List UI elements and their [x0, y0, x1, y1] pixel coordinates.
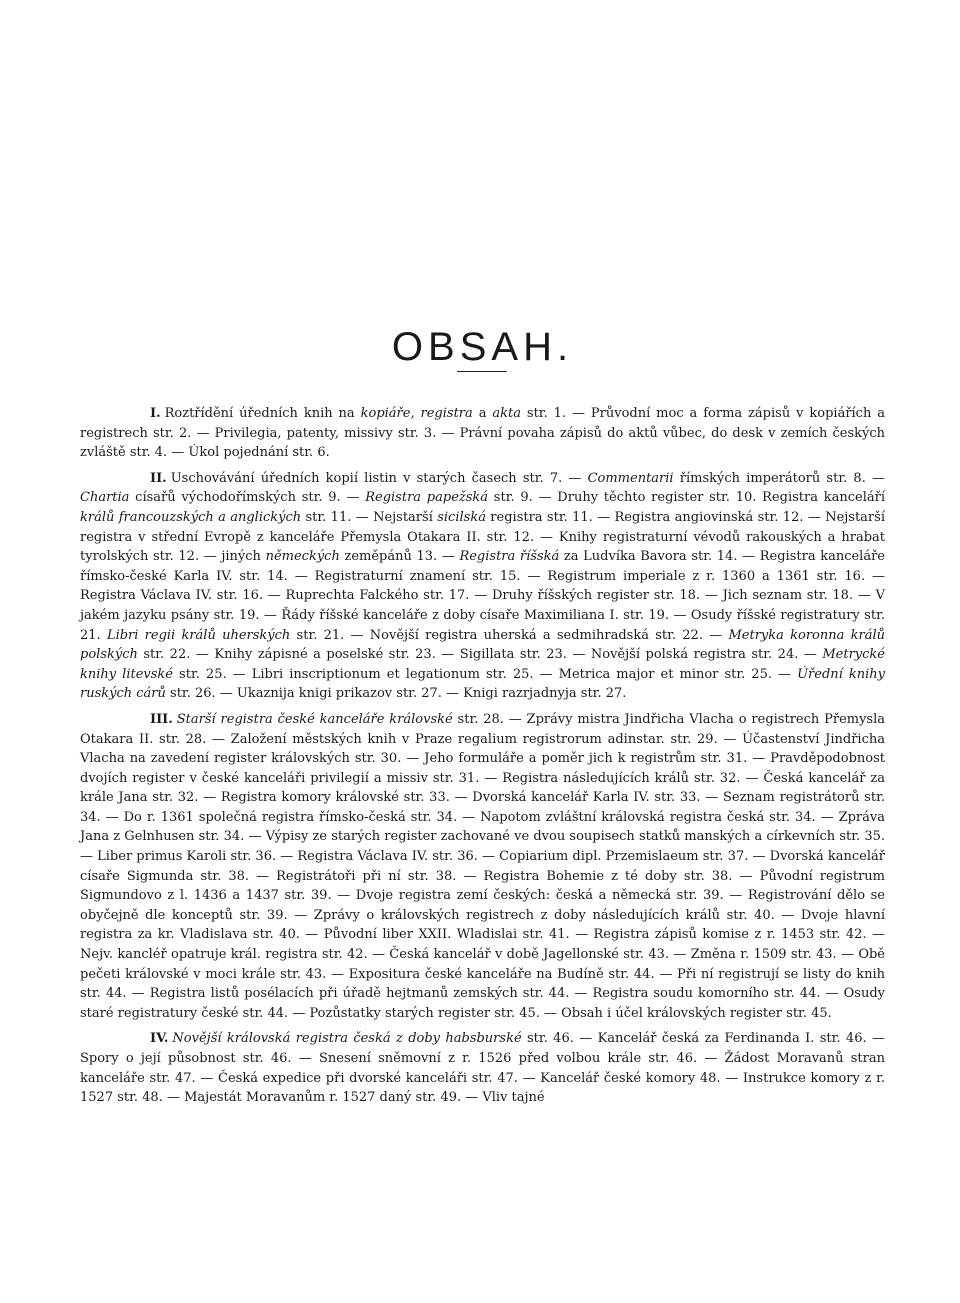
italic-term: Commentarii [587, 470, 674, 486]
italic-term: Metrycké knihy litevské [80, 647, 885, 682]
section-text: str. 11. — Nejstarší [301, 509, 438, 525]
toc-section [80, 404, 885, 463]
section-text: str. 25. — Libri inscriptionum et legationum str. 25. — Metrica major et minor str. 25. — [173, 666, 798, 682]
section-text: str. 1. — Průvodní moc a forma zápisů v kopiářích a registrech str. 2. — Privilegia, patenty, missivy str. 3. — Právní povaha zápisů do aktů vůbec, do desk v zemích českých zvláště str. 4. — Úkol pojednání str. 6. [80, 406, 886, 461]
italic-term: Novější královská registra česká z doby habsburské [172, 1031, 522, 1047]
toc-section [80, 469, 885, 704]
toc-section [80, 1029, 885, 1107]
italic-term: Libri regii králů uherských [106, 627, 291, 643]
italic-term: akta [492, 406, 521, 421]
italic-term: Metryka koronna králů polských [80, 627, 885, 663]
italic-term: sicilská [437, 509, 486, 525]
section-number: II. [150, 470, 167, 486]
section-text: Roztřídění úředních knih na [164, 406, 361, 421]
table-of-contents [80, 404, 885, 1114]
section-text: císařů východořímských str. 9. — [129, 490, 366, 506]
section-text: za Ludvíka Bavora str. 14. — Registra kanceláře římsko-české Karla IV. str. 14. — Registraturní znamení str. 15. — Registrum imperiale z r. 1360 a 1361 str. 16. — Registra Václava IV. str. 16. — Ruprechta Falckého str. 17. — Druhy říšských register str. 18. — Jich seznam str. 18. — V jakém jazyku psány str. 19. — Řády říšské kanceláře z doby císaře Maximiliana I. str. 19. — Osudy říšské registratury str. 21. [80, 549, 885, 643]
italic-term: Starší registra české kanceláře královské [176, 711, 453, 727]
section-text: registra str. 11. — Registra angiovinská str. 12. — Nejstarší registra v střední Evropě z kanceláře Přemysla Otakara II. str. 12. — Knihy registraturní vévodů rakouských a hrabat tyrolských str. 12. — jiných [80, 509, 885, 565]
section-text: římských imperátorů str. 8. — [673, 470, 885, 486]
italic-term: Registra papežská [365, 490, 489, 506]
section-text: Uschovávání úředních kopií listin v starých časech str. 7. — [170, 470, 588, 486]
section-text: str. 9. — Druhy těchto register str. 10. Registra kanceláří [488, 490, 885, 506]
italic-term: kopiáře, registra [360, 406, 473, 421]
italic-term: německých [265, 549, 340, 565]
section-text: str. 22. — Knihy zápisné a poselské str. 23. — Sigillata str. 23. — Novější polská registra str. 24. — [137, 647, 823, 663]
italic-term: králů francouzských a anglických [80, 509, 302, 525]
section-text: str. 26. — Ukaznija knigi prikazov str. 27. — Knigi razrjadnyja str. 27. [165, 686, 627, 702]
section-text: zeměpánů 13. — [339, 549, 460, 565]
italic-term: Úřední knihy ruských cárů [80, 666, 885, 702]
section-text: str. 28. — Zprávy mistra Jindřicha Vlacha o registrech Přemysla Otakara II. str. 28. — Založení městských knih v Praze regalium registrorum adinstar. str. 29. — Účastenství Jindřicha Vlacha na zavedení register královských str. 30. — Jeho formuláře a poměr jich k registrům str. 31. — Pravděpodobnost dvojích register v české kanceláři privilegií a missiv str. 31. — Registra následujících králů str. 32. — Česká kancelář za krále Jana str. 32. — Registra komory královské str. 33. — Dvorská kancelář Karla IV. str. 33. — Seznam registrátorů str. 34. — Do r. 1361 společná registra římsko-česká str. 34. — Napotom zvláštní královská registra česká str. 34. — Zpráva Jana z Gelnhusen str. 34. — Výpisy ze starých register zachované ve dvou soupisech statků manských a církevních str. 35. — Liber primus Karoli str. 36. — Registra Václava IV. str. 36. — Copiarium dipl. Przemislaeum str. 37. — Dvorská kancelář císaře Sigmunda str. 38. — Registrátoři při ní str. 38. — Registra Bohemie z té doby str. 38. — Původní registrum Sigmundovo z l. 1436 a 1437 str. 39. — Dvoje registra zemí českých: česká a německá str. 39. — Registrování dělo se obyčejně dle konceptů str. 39. — Zprávy o královských registrech z doby následujících králů str. 40. — Dvoje hlavní registra za kr. Vladislava str. 40. — Původní liber XXII. Wladislai str. 41. — Registra zápisů komise z r. 1453 str. 42. — Nejv. kancléř opatruje král. registra str. 42. — Česká kancelář v době Jagellonské str. 43. — Změna r. 1509 str. 43. — Obě pečeti královské v moci krále str. 43. — Expositura české kanceláře na Budíně str. 44. — Při ní registrují se listy do knih str. 44. — Registra listů posélacích při úřadě hejtmanů zemských str. 44. — Registra soudu komorního str. 44. — Osudy staré registratury české str. 44. — Pozůstatky starých register str. 45. — Obsah i účel královských register str. 45. [80, 711, 886, 1021]
page-title: OBSAH. [391, 324, 574, 369]
section-number: I. [150, 406, 161, 421]
section-number: IV. [150, 1031, 169, 1047]
section-number: III. [150, 711, 173, 727]
title-divider [457, 371, 507, 372]
italic-term: Registra říšská [459, 549, 560, 565]
italic-term: Chartia [80, 490, 130, 506]
toc-section [80, 710, 885, 1024]
section-text: a [472, 406, 493, 421]
section-text: str. 46. — Kancelář česká za Ferdinanda I. str. 46. — Spory o její působnost str. 46. — Snesení sněmovní z r. 1526 před volbou krále str. 46. — Žádost Moravanů stran kanceláře str. 47. — Česká expedice při dvorské kanceláři str. 47. — Kancelář české komory 48. — Instrukce komory z r. 1527 str. 48. — Majestát Moravanům r. 1527 daný str. 49. — Vliv tajné [80, 1031, 885, 1106]
section-text: str. 21. — Novější registra uherská a sedmihradská str. 22. — [290, 627, 729, 643]
